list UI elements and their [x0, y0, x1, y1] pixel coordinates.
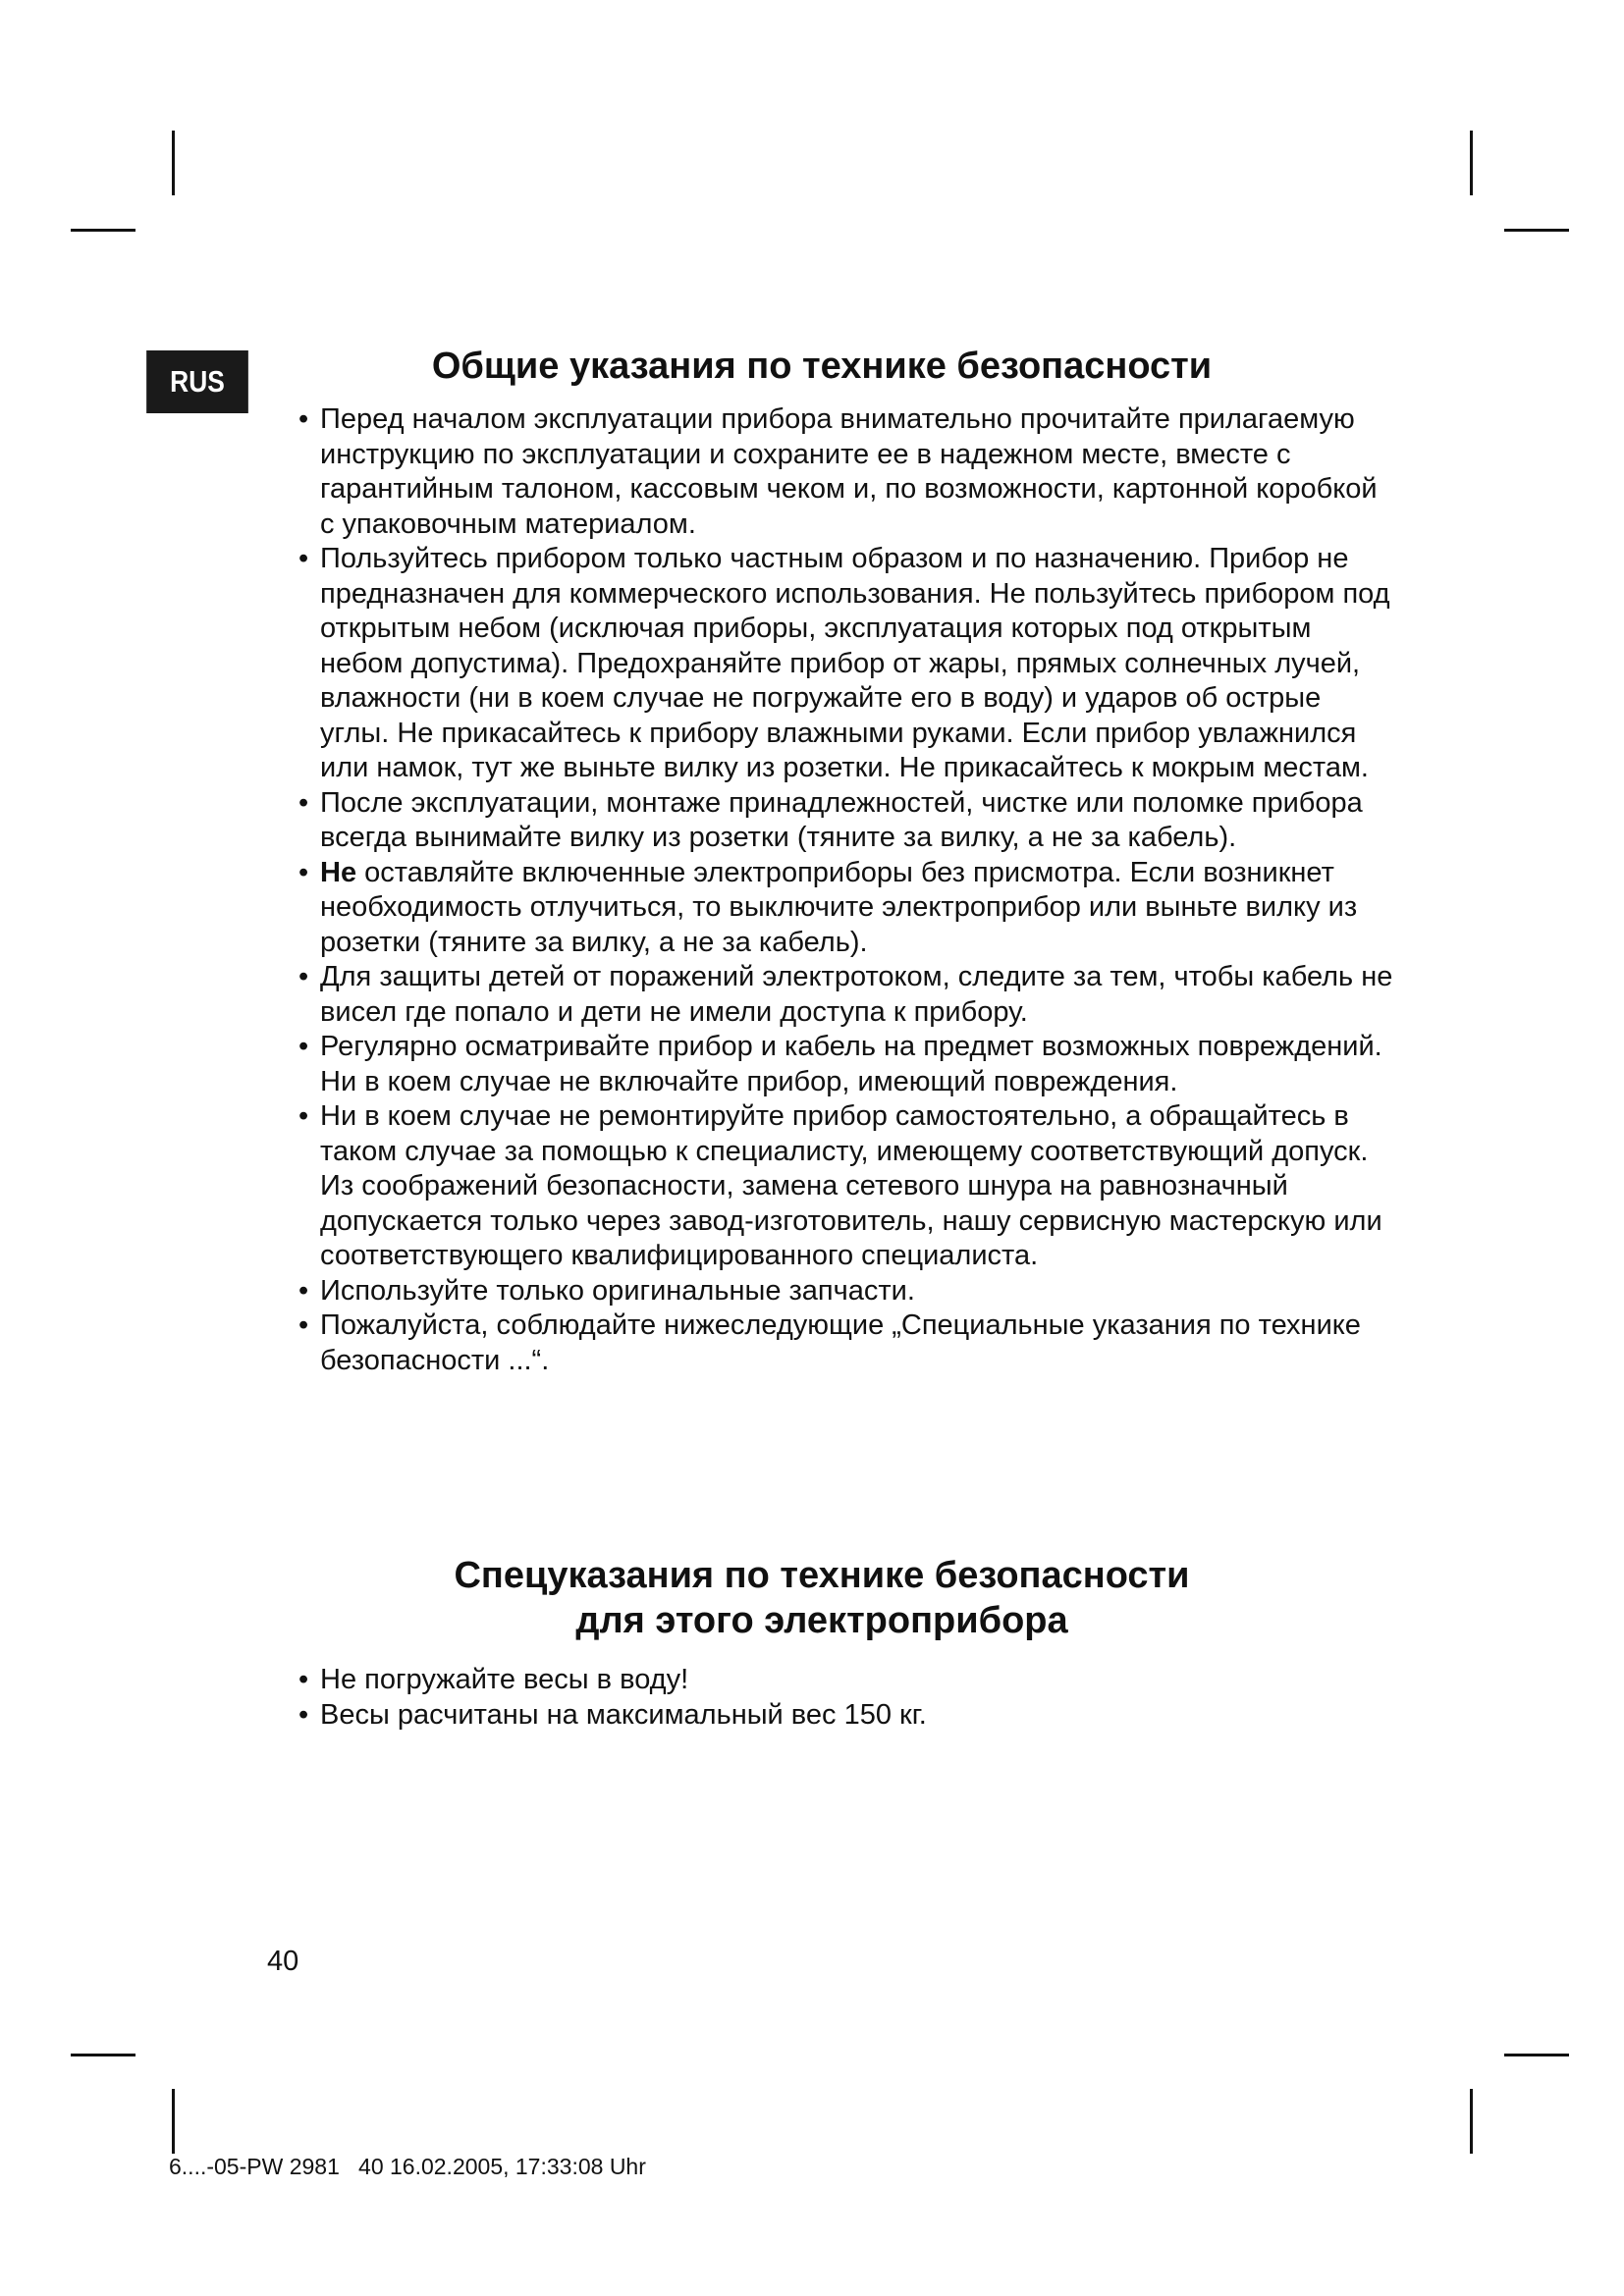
print-footer: 6....-05-PW 2981 40 16.02.2005, 17:33:08 Uhr [169, 2154, 646, 2179]
crop-mark-top-right-horizontal [1504, 229, 1569, 232]
list-item: • Перед началом эксплуатации прибора внимательно прочитайте прилагаемую инструкцию по эксплуатации и сохраните ее в надежном месте, вместе с гарантийным талоном, кассовым чеком и, по возможности, картонной коробкой с упаковочным материалом. [298, 403, 1378, 540]
bullet-icon: • [298, 786, 309, 819]
bullet-icon: • [298, 1031, 309, 1062]
section-title-special-safety [257, 1553, 1386, 1643]
section-title-line-1: Спецуказания по технике безопасности [454, 1555, 1190, 1596]
list-item: • Не погружайте весы в воду! [265, 1663, 1394, 1698]
list-item: • Пожалуйста, соблюдайте нижеследующие „Специальные указания по технике безопасности ...“. [298, 1309, 1361, 1376]
crop-mark-top-left-horizontal [71, 229, 135, 232]
crop-mark-top-left-vertical [172, 131, 175, 195]
crop-mark-bottom-left-vertical [172, 2089, 175, 2154]
general-safety-list [265, 402, 1394, 1378]
page-number: 40 [267, 1946, 299, 1977]
bullet-icon: • [298, 403, 309, 435]
list-item: • Не оставляйте включенные электроприборы без присмотра. Если возникнет необходимость отлучиться, то выключите электроприбор или выньте вилку из розетки (тяните за вилку, а не за кабель). [298, 856, 1358, 958]
bullet-icon: • [298, 1100, 309, 1132]
list-item: • Регулярно осматривайте прибор и кабель на предмет возможных повреждений. Ни в коем случае не включайте прибор, имеющий повреждения. [298, 1031, 1382, 1097]
bullet-icon: • [298, 1309, 309, 1341]
bullet-icon: • [298, 961, 309, 992]
crop-mark-bottom-left-horizontal [71, 2054, 135, 2056]
bullet-icon: • [298, 1664, 309, 1695]
special-safety-list [265, 1663, 1394, 1733]
emphasis-text: Не [320, 856, 357, 888]
section-title-line-2: для этого электроприбора [575, 1600, 1068, 1641]
list-item: • После эксплуатации, монтаже принадлежностей, чистке или поломке прибора всегда вынимайте вилку из розетки (тяните за вилку, а не за кабель). [298, 786, 1363, 853]
bullet-icon: • [298, 1698, 309, 1731]
bullet-icon: • [298, 1274, 309, 1307]
crop-mark-bottom-right-horizontal [1504, 2054, 1569, 2056]
crop-mark-bottom-right-vertical [1470, 2089, 1473, 2154]
section-title-general-safety: Общие указания по технике безопасности [431, 346, 1213, 387]
list-item: • Ни в коем случае не ремонтируйте прибор самостоятельно, а обращайтесь в таком случае за помощью к специалисту, имеющему соответствующий допуск. Из соображений безопасности, замена сетевого шнура на равнозначный допускается только через завод-изготовитель, нашу сервисную мастерскую или соответствующего квалифицированного специалиста. [298, 1100, 1382, 1271]
language-tab: RUS [146, 350, 248, 413]
list-item: • Весы расчитаны на максимальный вес 150 кг. [265, 1698, 1394, 1734]
bullet-icon: • [298, 543, 309, 574]
list-item: • Используйте только оригинальные запчасти. [265, 1274, 1394, 1309]
crop-mark-top-right-vertical [1470, 131, 1473, 195]
list-item: • Для защиты детей от поражений электротоком, следите за тем, чтобы кабель не висел где попало и дети не имели доступа к прибору. [298, 961, 1393, 1028]
list-item: • Пользуйтесь прибором только частным образом и по назначению. Прибор не предназначен для коммерческого использования. Не пользуйтесь прибором под открытым небом (исключая приборы, эксплуатация которых под открытым небом допустима). Предохраняйте прибор от жары, прямых солнечных лучей, влажности (ни в коем случае не погружайте его в воду) и ударов об острые углы. Не прикасайтесь к прибору влажными руками. Если прибор увлажнился или намок, тут же выньте вилку из розетки. Не прикасайтесь к мокрым местам. [298, 543, 1390, 783]
bullet-icon: • [298, 856, 309, 888]
